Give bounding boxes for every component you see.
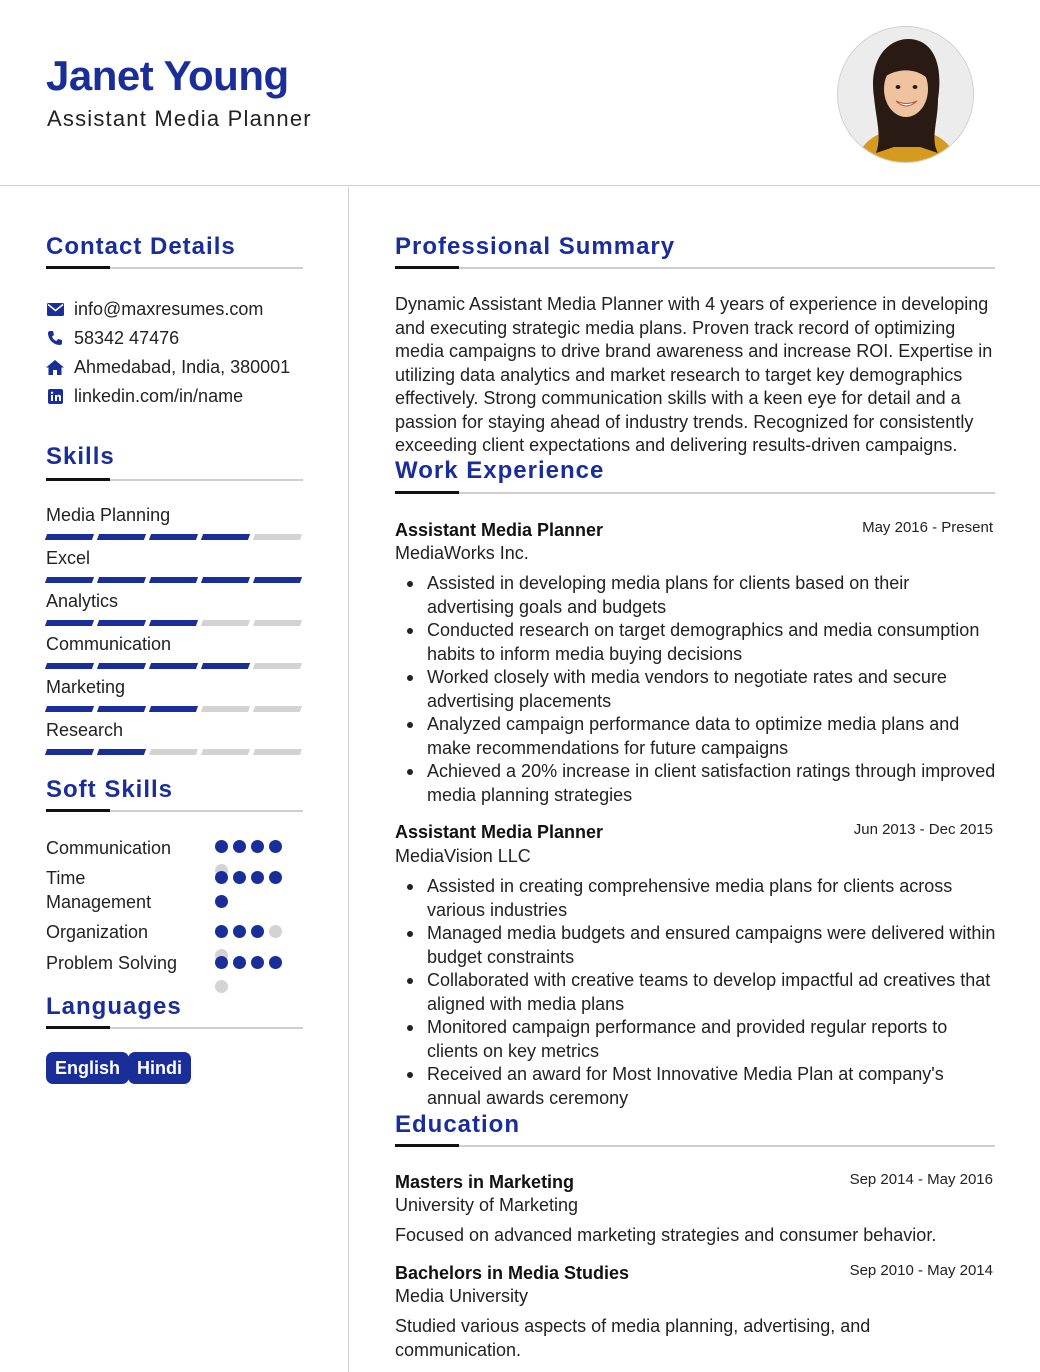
section-rule-summary <box>395 267 995 269</box>
skill-level-segment <box>253 749 302 755</box>
education-degree: Bachelors in Media Studies <box>395 1263 630 1283</box>
skill-level-segment <box>97 749 146 755</box>
job-role: Assistant Media Planner <box>395 822 604 842</box>
skill-level-segment <box>201 749 250 755</box>
skill-label: Media Planning <box>46 505 171 525</box>
rating-dot <box>251 956 264 969</box>
contact-address <box>46 356 290 378</box>
list-item: Monitored campaign performance and provided regular reports to clients on key metrics <box>427 1016 997 1063</box>
list-item: Assisted in developing media plans for clients based on their advertising goals and budgets <box>427 572 997 619</box>
skill-level-segment <box>149 620 198 626</box>
job-company: MediaWorks Inc. <box>395 543 529 563</box>
skill-level-segment <box>45 534 94 540</box>
rating-dot <box>215 871 228 884</box>
list-item: Worked closely with media vendors to negotiate rates and secure advertising placements <box>427 666 997 713</box>
skill-level-segment <box>149 706 198 712</box>
skill-level-segment <box>45 577 94 583</box>
skill-level-bar <box>46 663 302 669</box>
list-item: Achieved a 20% increase in client satisfaction ratings through improved media planning strategies <box>427 760 997 807</box>
list-item: Managed media budgets and ensured campaigns were delivered within budget constraints <box>427 922 997 969</box>
rating-dot <box>215 840 228 853</box>
summary-text: Dynamic Assistant Media Planner with 4 years of experience in developing and executing strategic media plans. Proven track record of optimizing media campaigns to drive brand awareness and increase ROI. Expertise in utilizing data analytics and market research to target key demographics effectively. Strong communication skills with a keen eye for detail and a passion for staying ahead of industry trends. Recognized for consistently exceeding client expectations and delivering results-driven campaigns. <box>395 294 993 455</box>
section-rule-education <box>395 1145 995 1147</box>
soft-skill-label: Problem Solving <box>46 953 178 973</box>
rating-dot <box>269 871 282 884</box>
job-company: MediaVision LLC <box>395 846 531 866</box>
job-dates: Jun 2013 - Dec 2015 <box>853 821 993 838</box>
rating-dot <box>215 980 228 993</box>
contact-address-text: Ahmedabad, India, 380001 <box>74 356 291 377</box>
soft-skill-label: Organization <box>46 922 149 942</box>
rating-dot <box>233 925 246 938</box>
skill-level-segment <box>97 620 146 626</box>
contact-phone[interactable] <box>46 327 179 349</box>
rating-dot <box>269 956 282 969</box>
skill-level-segment <box>149 534 198 540</box>
section-title-summary: Professional Summary <box>395 233 676 260</box>
skill-level-segment <box>253 577 302 583</box>
education-dates: Sep 2014 - May 2016 <box>849 1171 993 1188</box>
skill-level-segment <box>45 620 94 626</box>
skill-level-segment <box>149 749 198 755</box>
section-rule-languages <box>46 1027 303 1029</box>
skill-level-segment <box>149 577 198 583</box>
skill-level-segment <box>201 620 250 626</box>
list-item: Analyzed campaign performance data to optimize media plans and make recommendations for future campaigns <box>427 713 997 760</box>
skill-level-segment <box>253 620 302 626</box>
rating-dot <box>251 925 264 938</box>
column-divider <box>348 187 349 1372</box>
education-school: Media University <box>395 1286 529 1306</box>
section-title-languages: Languages <box>46 993 182 1020</box>
candidate-name: Janet Young <box>46 52 289 99</box>
skill-level-segment <box>253 663 302 669</box>
skill-level-bar <box>46 534 302 540</box>
skill-level-segment <box>201 577 250 583</box>
skill-level-segment <box>201 706 250 712</box>
skill-level-segment <box>253 706 302 712</box>
profile-photo <box>837 26 974 163</box>
rating-dot <box>233 956 246 969</box>
rating-dot <box>269 840 282 853</box>
skill-level-segment <box>149 663 198 669</box>
contact-email-text: info@maxresumes.com <box>74 298 264 319</box>
skill-label: Excel <box>46 548 91 568</box>
skill-level-segment <box>97 534 146 540</box>
rating-dot <box>233 840 246 853</box>
rating-dot <box>215 925 228 938</box>
job-dates: May 2016 - Present <box>862 519 993 536</box>
list-item: Received an award for Most Innovative Media Plan at company's annual awards ceremony <box>427 1063 997 1110</box>
section-title-soft-skills: Soft Skills <box>46 776 174 803</box>
skill-label: Analytics <box>46 591 119 611</box>
education-description: Studied various aspects of media planning, advertising, and communication. <box>395 1316 871 1360</box>
contact-email[interactable] <box>46 298 263 320</box>
skill-level-bar <box>46 749 302 755</box>
skill-level-segment <box>45 663 94 669</box>
rating-dot <box>215 956 228 969</box>
education-dates: Sep 2010 - May 2014 <box>849 1262 993 1279</box>
home-icon <box>46 358 64 376</box>
section-rule-contact <box>46 267 303 269</box>
resume-header <box>0 0 1040 186</box>
education-description: Focused on advanced marketing strategies and consumer behavior. <box>395 1225 937 1245</box>
skill-level-segment <box>253 534 302 540</box>
rating-dot <box>215 895 228 908</box>
rating-dot <box>233 871 246 884</box>
skill-label: Research <box>46 720 124 740</box>
skill-level-segment <box>97 663 146 669</box>
linkedin-icon <box>46 387 64 405</box>
envelope-icon <box>46 300 64 318</box>
skill-level-segment <box>45 706 94 712</box>
list-item: Collaborated with creative teams to develop impactful ad creatives that aligned with media plans <box>427 969 997 1016</box>
contact-linkedin-text: linkedin.com/in/name <box>74 385 244 406</box>
section-title-work: Work Experience <box>395 457 605 484</box>
skill-label: Communication <box>46 634 172 654</box>
language-badge: Hindi <box>128 1052 191 1084</box>
section-rule-soft-skills <box>46 810 303 812</box>
list-item: Conducted research on target demographics and media consumption habits to inform media buying decisions <box>427 619 997 666</box>
rating-dot <box>269 925 282 938</box>
profile-portrait-icon <box>838 27 974 163</box>
skill-level-segment <box>201 663 250 669</box>
soft-skill-label: Time Management <box>46 868 152 912</box>
section-title-skills: Skills <box>46 443 115 470</box>
job-role: Assistant Media Planner <box>395 520 604 540</box>
skill-level-segment <box>97 706 146 712</box>
section-title-contact: Contact Details <box>46 233 236 260</box>
rating-dot <box>251 871 264 884</box>
language-badge: English <box>46 1052 129 1084</box>
contact-linkedin[interactable] <box>46 385 243 407</box>
list-item: Assisted in creating comprehensive media plans for clients across various industries <box>427 875 997 922</box>
rating-dot <box>251 840 264 853</box>
section-rule-work <box>395 492 995 494</box>
skill-level-segment <box>45 749 94 755</box>
job-bullets <box>427 875 997 1110</box>
skill-level-segment <box>201 534 250 540</box>
skill-label: Marketing <box>46 677 126 697</box>
skill-level-segment <box>97 577 146 583</box>
skill-level-bar <box>46 620 302 626</box>
candidate-title: Assistant Media Planner <box>47 106 312 131</box>
section-rule-skills <box>46 479 303 481</box>
education-degree: Masters in Marketing <box>395 1172 575 1192</box>
phone-icon <box>46 329 64 347</box>
skill-level-bar <box>46 706 302 712</box>
contact-phone-text: 58342 47476 <box>74 327 180 348</box>
education-school: University of Marketing <box>395 1195 579 1215</box>
job-bullets <box>427 572 997 807</box>
soft-skill-label: Communication <box>46 838 172 858</box>
section-title-education: Education <box>395 1111 521 1138</box>
skill-level-bar <box>46 577 302 583</box>
